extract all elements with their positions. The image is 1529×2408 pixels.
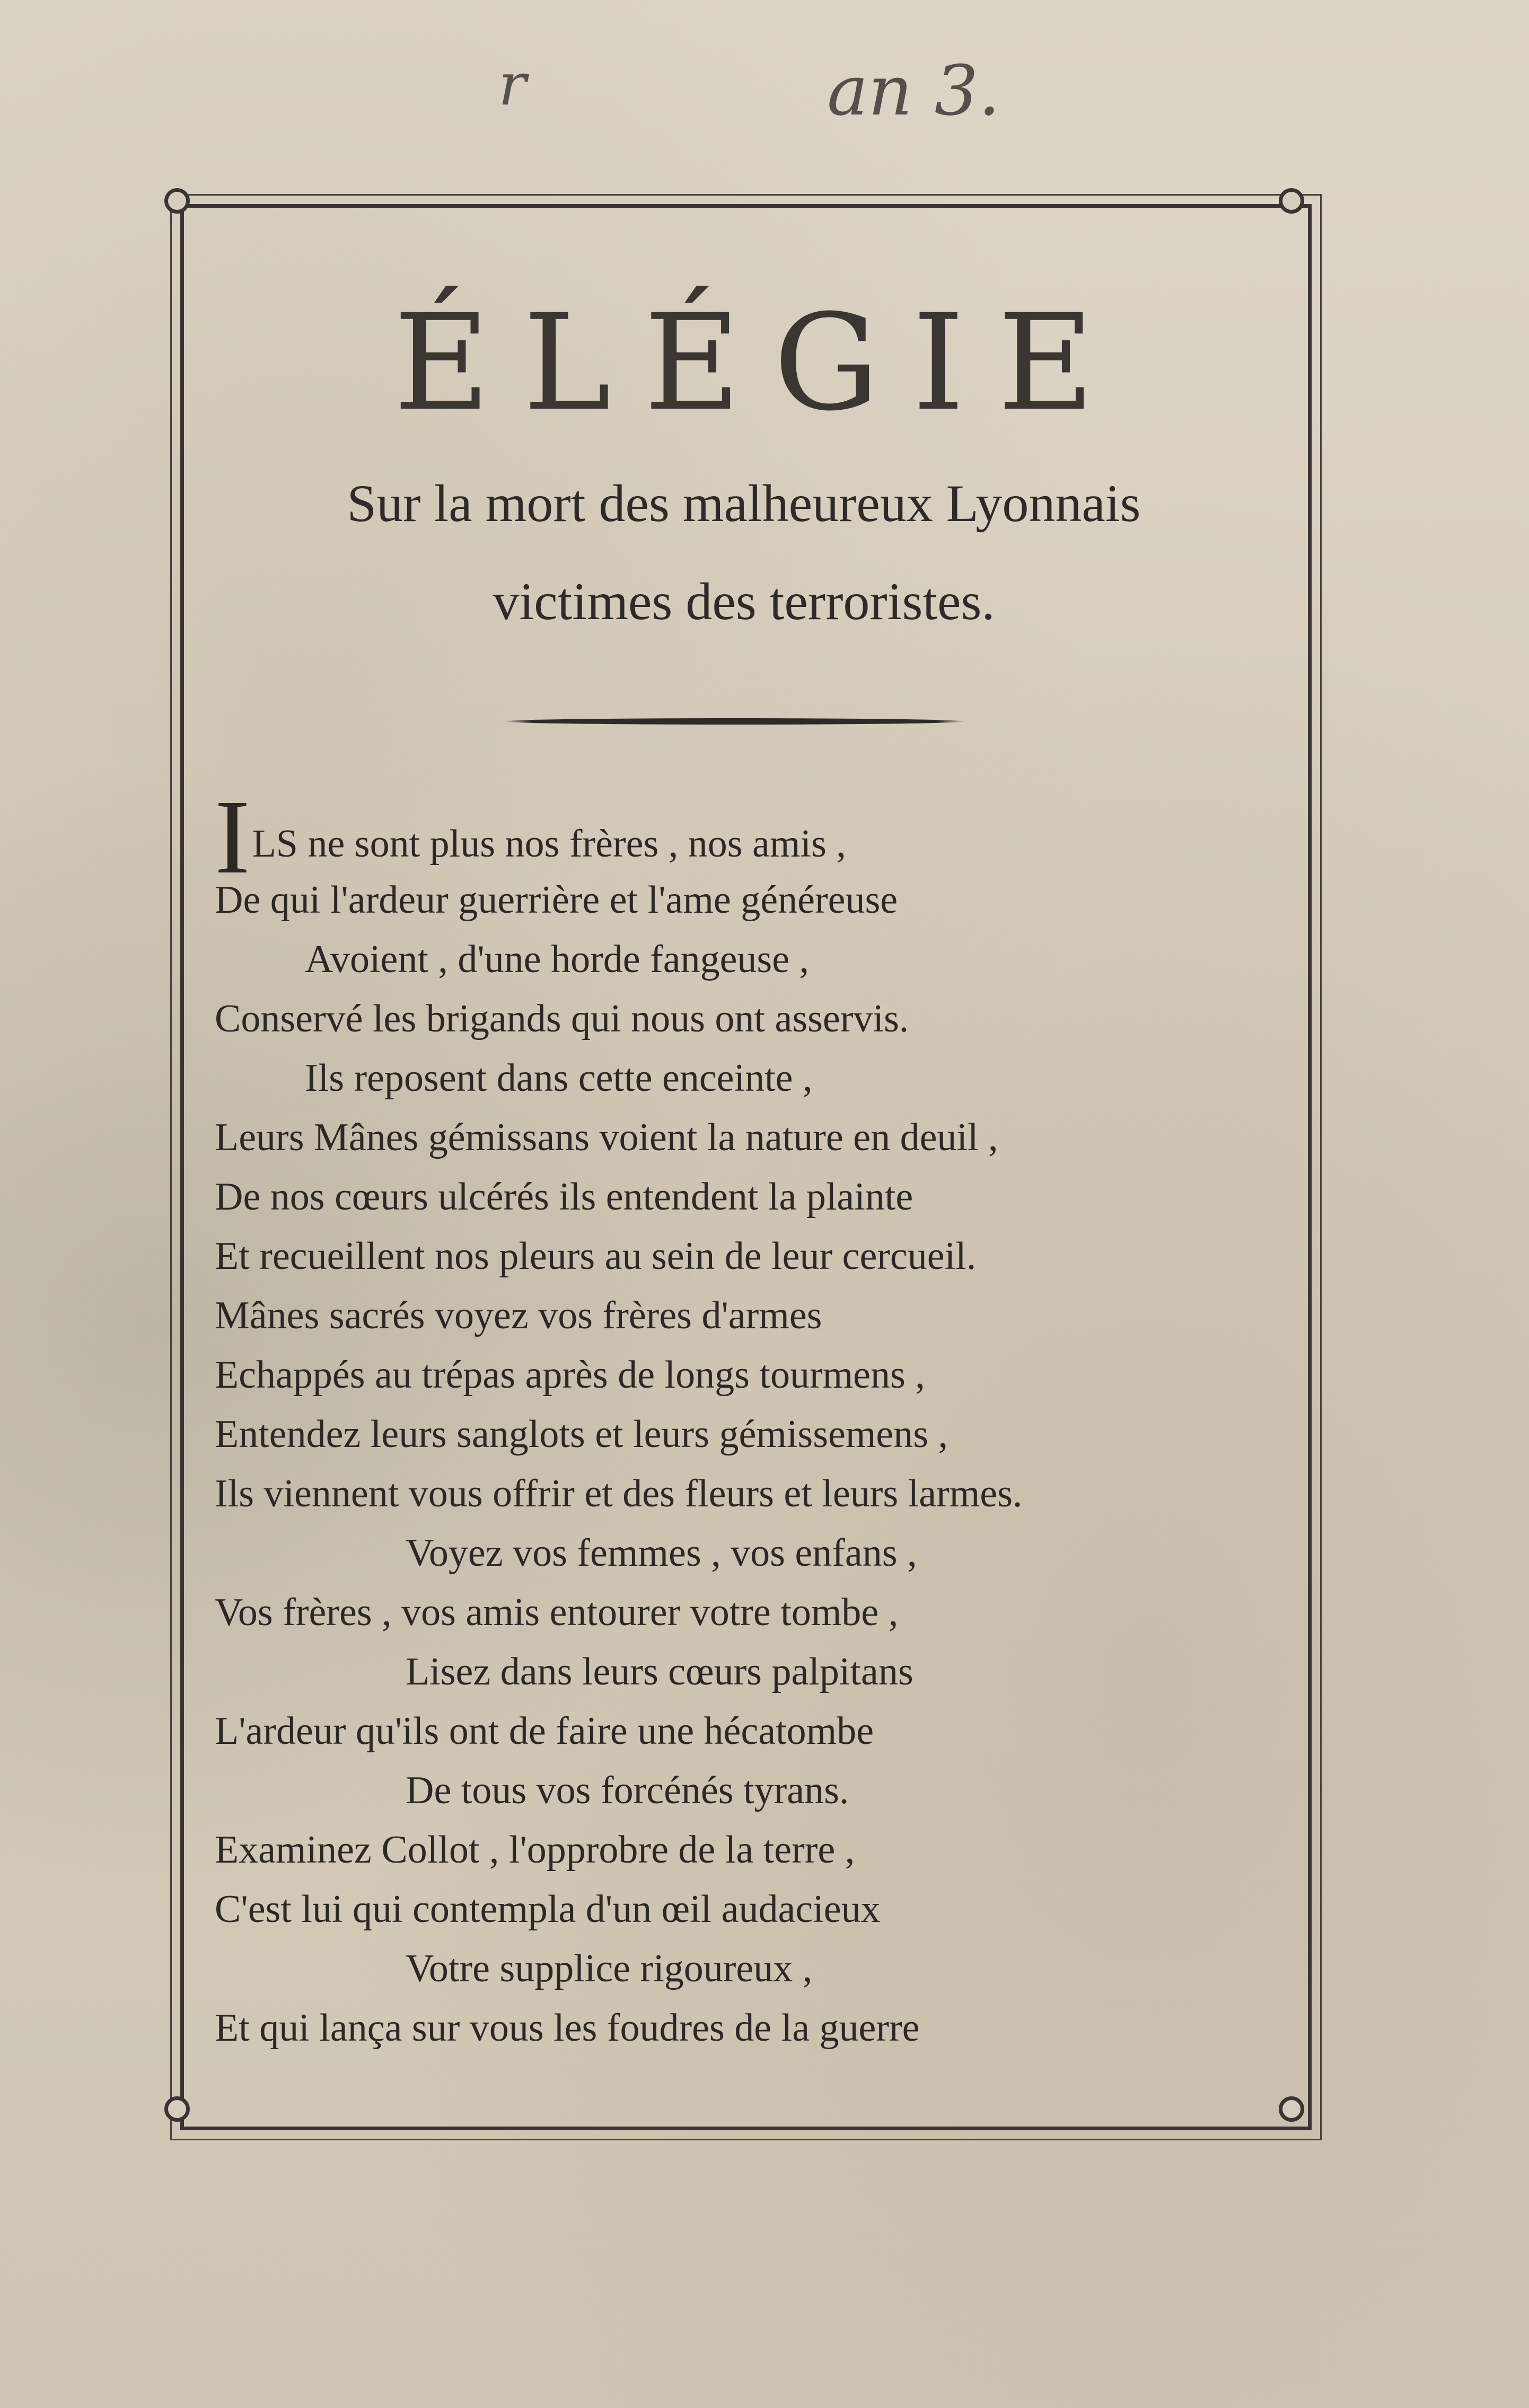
drop-cap: I <box>215 779 250 896</box>
handwritten-annotation-left: r <box>498 50 529 118</box>
poem-line: Et qui lança sur vous les foudres de la guerre <box>215 2006 920 2050</box>
poem-line: Echappés au trépas après de longs tourmens , <box>215 1353 925 1397</box>
poem-line: Examinez Collot , l'opprobre de la terre , <box>215 1828 855 1872</box>
corner-ornament-top-right <box>1279 188 1304 214</box>
poem-line: De nos cœurs ulcérés ils entendent la plainte <box>215 1175 913 1219</box>
poem-line: Vos frères , vos amis entourer votre tombe , <box>215 1591 899 1634</box>
corner-ornament-bottom-right <box>1279 2096 1304 2122</box>
subtitle-line-2: victimes des terroristes. <box>493 572 995 631</box>
poem-line: Leurs Mânes gémissans voient la nature en deuil , <box>215 1116 998 1159</box>
poem-line: Voyez vos femmes , vos enfans , <box>406 1531 917 1575</box>
poem-line: Entendez leurs sanglots et leurs gémissemens , <box>215 1413 948 1456</box>
poem-line: Ils viennent vous offrir et des fleurs et leurs larmes. <box>215 1472 1023 1515</box>
handwritten-annotation-right: an 3. <box>827 50 1000 131</box>
poem-line: Lisez dans leurs cœurs palpitans <box>406 1650 913 1693</box>
ornamental-rule <box>504 718 965 725</box>
corner-ornament-bottom-left <box>164 2096 190 2122</box>
poem-line: Conservé les brigands qui nous ont asservis. <box>215 997 909 1040</box>
page-title: ÉLÉGIE <box>393 286 1127 440</box>
poem-line: De qui l'ardeur guerrière et l'ame généreuse <box>215 878 898 922</box>
poem-line: Ils reposent dans cette enceinte , <box>305 1056 813 1100</box>
poem-line: Et recueillent nos pleurs au sein de leur cercueil. <box>215 1234 977 1278</box>
poem-line: Avoient , d'une horde fangeuse , <box>305 938 810 981</box>
poem-line: Votre supplice rigoureux , <box>406 1947 813 1990</box>
poem-line: Mânes sacrés voyez vos frères d'armes <box>215 1294 822 1337</box>
subtitle-line-1: Sur la mort des malheureux Lyonnais <box>347 474 1141 533</box>
poem-line-first <box>215 779 1286 896</box>
poem-line: C'est lui qui contempla d'un œil audacieux <box>215 1887 881 1931</box>
corner-ornament-top-left <box>164 188 190 214</box>
poem-line: De tous vos forcénés tyrans. <box>406 1769 849 1812</box>
poem-line: L'ardeur qu'ils ont de faire une hécatombe <box>215 1709 874 1753</box>
poem-body <box>215 779 1286 2058</box>
poem-line-first-text: LS ne sont plus nos frères , nos amis , <box>252 822 846 866</box>
